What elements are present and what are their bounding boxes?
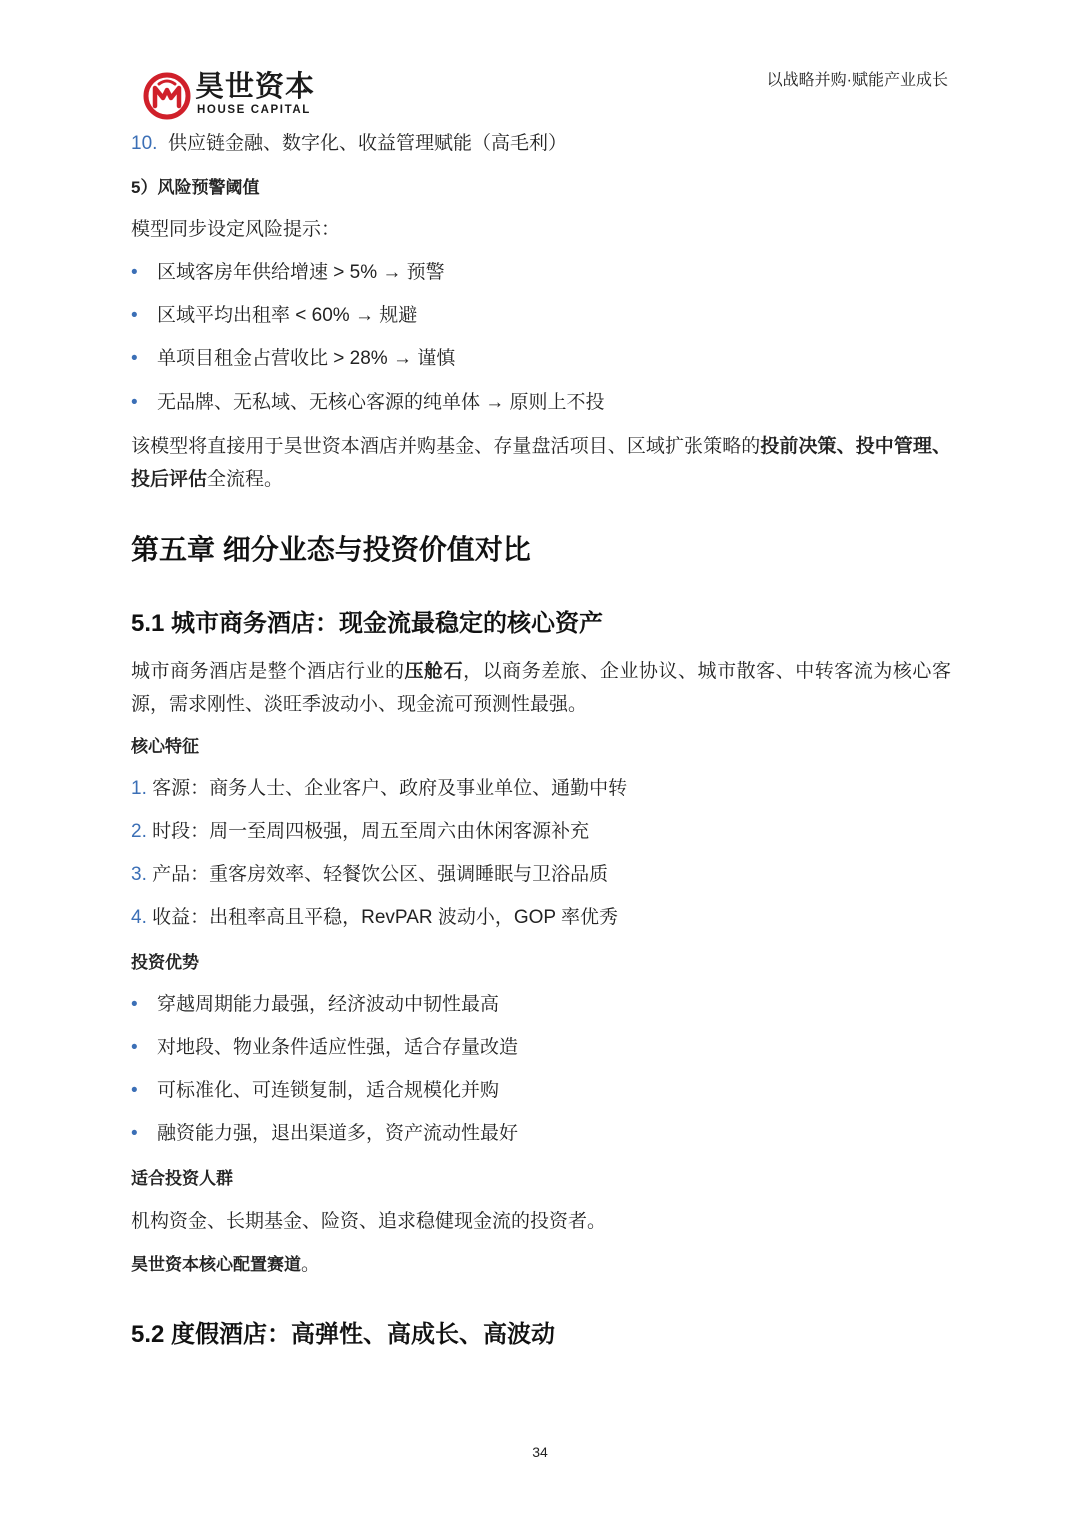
- list-text: 供应链金融、数字化、收益管理赋能（高毛利）: [167, 133, 567, 154]
- summary-bold-text: 投前决策、投中管理、投后评估: [131, 436, 951, 490]
- risk-intro: 模型同步设定风险提示：: [131, 219, 341, 240]
- bullet-text: 单项目租金占营收比 > 28% → 谨慎: [157, 348, 456, 369]
- logo-text-cn: 昊世资本: [195, 71, 316, 103]
- section-title-5-1: 5.1 城市商务酒店：现金流最稳定的核心资产: [131, 610, 604, 637]
- list-item: [131, 345, 455, 373]
- list-number: 2.: [131, 821, 147, 842]
- bullet-icon: •: [131, 1037, 138, 1058]
- header-tagline: 以战略并购·赋能产业成长: [766, 72, 948, 89]
- model-summary-paragraph: [131, 430, 951, 496]
- list-number: 4.: [131, 907, 147, 928]
- intro-text-end: ，以商务差旅、企业协议、城市散客、中转客流为核心客源，需求刚性、淡旺季波动小、现金流可预测性最强。: [131, 661, 951, 715]
- list-item: [131, 991, 499, 1019]
- list-text: 收益：出租率高且平稳，RevPAR 波动小，GOP 率优秀: [152, 907, 619, 928]
- list-text: 产品：重客房效率、轻餐饮公区、强调睡眠与卫浴品质: [152, 864, 609, 885]
- target-investors-text: 机构资金、长期基金、险资、追求稳健现金流的投资者。: [131, 1211, 607, 1232]
- bullet-text: 区域平均出租率 < 60% → 规避: [157, 305, 418, 326]
- core-track-note: [131, 1251, 320, 1279]
- target-investors-heading: 适合投资人群: [131, 1169, 233, 1188]
- bullet-text: 对地段、物业条件适应性强，适合存量改造: [157, 1037, 519, 1058]
- logo-text-en: HOUSE CAPITAL: [197, 104, 311, 116]
- bullet-icon: •: [131, 262, 138, 283]
- section-title-5-2: 5.2 度假酒店：高弹性、高成长、高波动: [131, 1321, 556, 1348]
- intro-text: 城市商务酒店是整个酒店行业的: [131, 661, 405, 682]
- core-track-text-end: 。: [301, 1254, 321, 1275]
- list-number: 3.: [131, 864, 147, 885]
- intro-bold-text: 压舱石: [404, 661, 464, 682]
- chapter-title: 第五章 细分业态与投资价值对比: [131, 534, 531, 565]
- page-number: 34: [532, 1444, 548, 1460]
- bullet-text: 融资能力强，退出渠道多，资产流动性最好: [157, 1123, 519, 1144]
- list-text: 客源：商务人士、企业客户、政府及事业单位、通勤中转: [152, 778, 628, 799]
- core-features-heading: 核心特征: [131, 737, 199, 756]
- bullet-icon: •: [131, 1080, 138, 1101]
- list-item: [131, 818, 589, 846]
- list-number: 10.: [131, 133, 158, 154]
- list-number: 1.: [131, 778, 147, 799]
- section-5-1-intro: [131, 655, 951, 721]
- risk-threshold-heading: 5）风险预警阈值: [131, 178, 260, 197]
- list-item: [131, 1034, 518, 1062]
- bullet-icon: •: [131, 1123, 138, 1144]
- list-text: 时段：周一至周四极强，周五至周六由休闲客源补充: [152, 821, 590, 842]
- bullet-text: 可标准化、可连锁复制，适合规模化并购: [157, 1080, 500, 1101]
- logo-mark-icon: [143, 72, 191, 120]
- list-item: [131, 1077, 499, 1105]
- page-header: [0, 0, 1080, 128]
- bullet-text: 无品牌、无私域、无核心客源的纯单体 → 原则上不投: [157, 392, 605, 413]
- list-item: [131, 259, 445, 287]
- summary-text: 该模型将直接用于昊世资本酒店并购基金、存量盘活项目、区域扩张策略的: [131, 436, 761, 457]
- bullet-icon: •: [131, 348, 138, 369]
- bullet-icon: •: [131, 392, 138, 413]
- summary-text-end: 全流程。: [207, 469, 284, 490]
- list-item: [131, 1120, 518, 1148]
- core-track-bold-text: 昊世资本核心配置赛道: [131, 1255, 301, 1274]
- list-item: [131, 389, 605, 417]
- bullet-text: 区域客房年供给增速 > 5% → 预警: [157, 262, 445, 283]
- bullet-icon: •: [131, 305, 138, 326]
- bullet-icon: •: [131, 994, 138, 1015]
- house-capital-logo: [143, 70, 323, 122]
- list-item: [131, 904, 618, 932]
- list-item: [131, 130, 567, 158]
- list-item: [131, 861, 608, 889]
- investment-advantages-heading: 投资优势: [131, 953, 199, 972]
- list-item: [131, 775, 627, 803]
- list-item: [131, 302, 417, 330]
- bullet-text: 穿越周期能力最强，经济波动中韧性最高: [157, 994, 500, 1015]
